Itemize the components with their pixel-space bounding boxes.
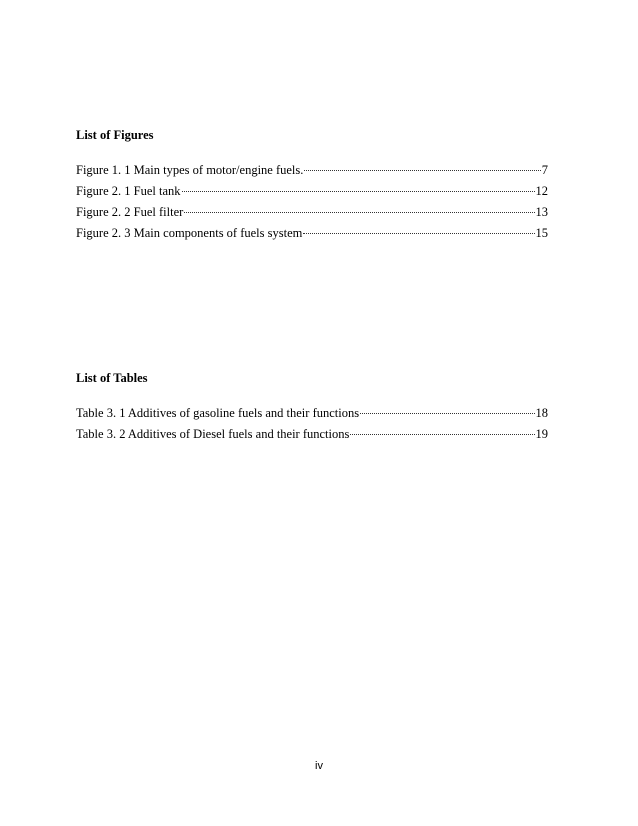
entry-label: Figure 2. 1 Fuel tank: [76, 184, 181, 198]
entry-page-number: 13: [535, 205, 548, 219]
entry-label: Table 3. 2 Additives of Diesel fuels and their functions: [76, 427, 350, 441]
table-entry[interactable]: [76, 426, 548, 447]
dot-leader: [182, 191, 535, 192]
entry-label: Figure 2. 3 Main components of fuels system: [76, 226, 303, 240]
entry-page-number: 15: [535, 226, 548, 240]
entry-label: Figure 1. 1 Main types of motor/engine fuels.: [76, 163, 304, 177]
dot-leader: [360, 413, 534, 414]
figure-entry[interactable]: [76, 162, 548, 183]
page-number: iv: [315, 760, 323, 772]
entry-page-number: 7: [541, 163, 548, 177]
dot-leader: [303, 233, 534, 234]
dot-leader: [184, 212, 534, 213]
dot-leader: [350, 434, 534, 435]
entry-label: Figure 2. 2 Fuel filter: [76, 205, 184, 219]
entry-label: Table 3. 1 Additives of gasoline fuels and their functions: [76, 406, 360, 420]
dot-leader: [304, 170, 540, 171]
figure-entry[interactable]: [76, 225, 548, 246]
table-entry[interactable]: [76, 405, 548, 426]
list-of-figures: [76, 162, 548, 246]
entry-page-number: 12: [535, 184, 548, 198]
entry-page-number: 19: [535, 427, 548, 441]
figure-entry[interactable]: [76, 183, 548, 204]
figure-entry[interactable]: [76, 204, 548, 225]
list-of-tables-heading: List of Tables: [76, 371, 148, 385]
list-of-tables: [76, 405, 548, 447]
entry-page-number: 18: [535, 406, 548, 420]
list-of-figures-heading: List of Figures: [76, 128, 154, 142]
